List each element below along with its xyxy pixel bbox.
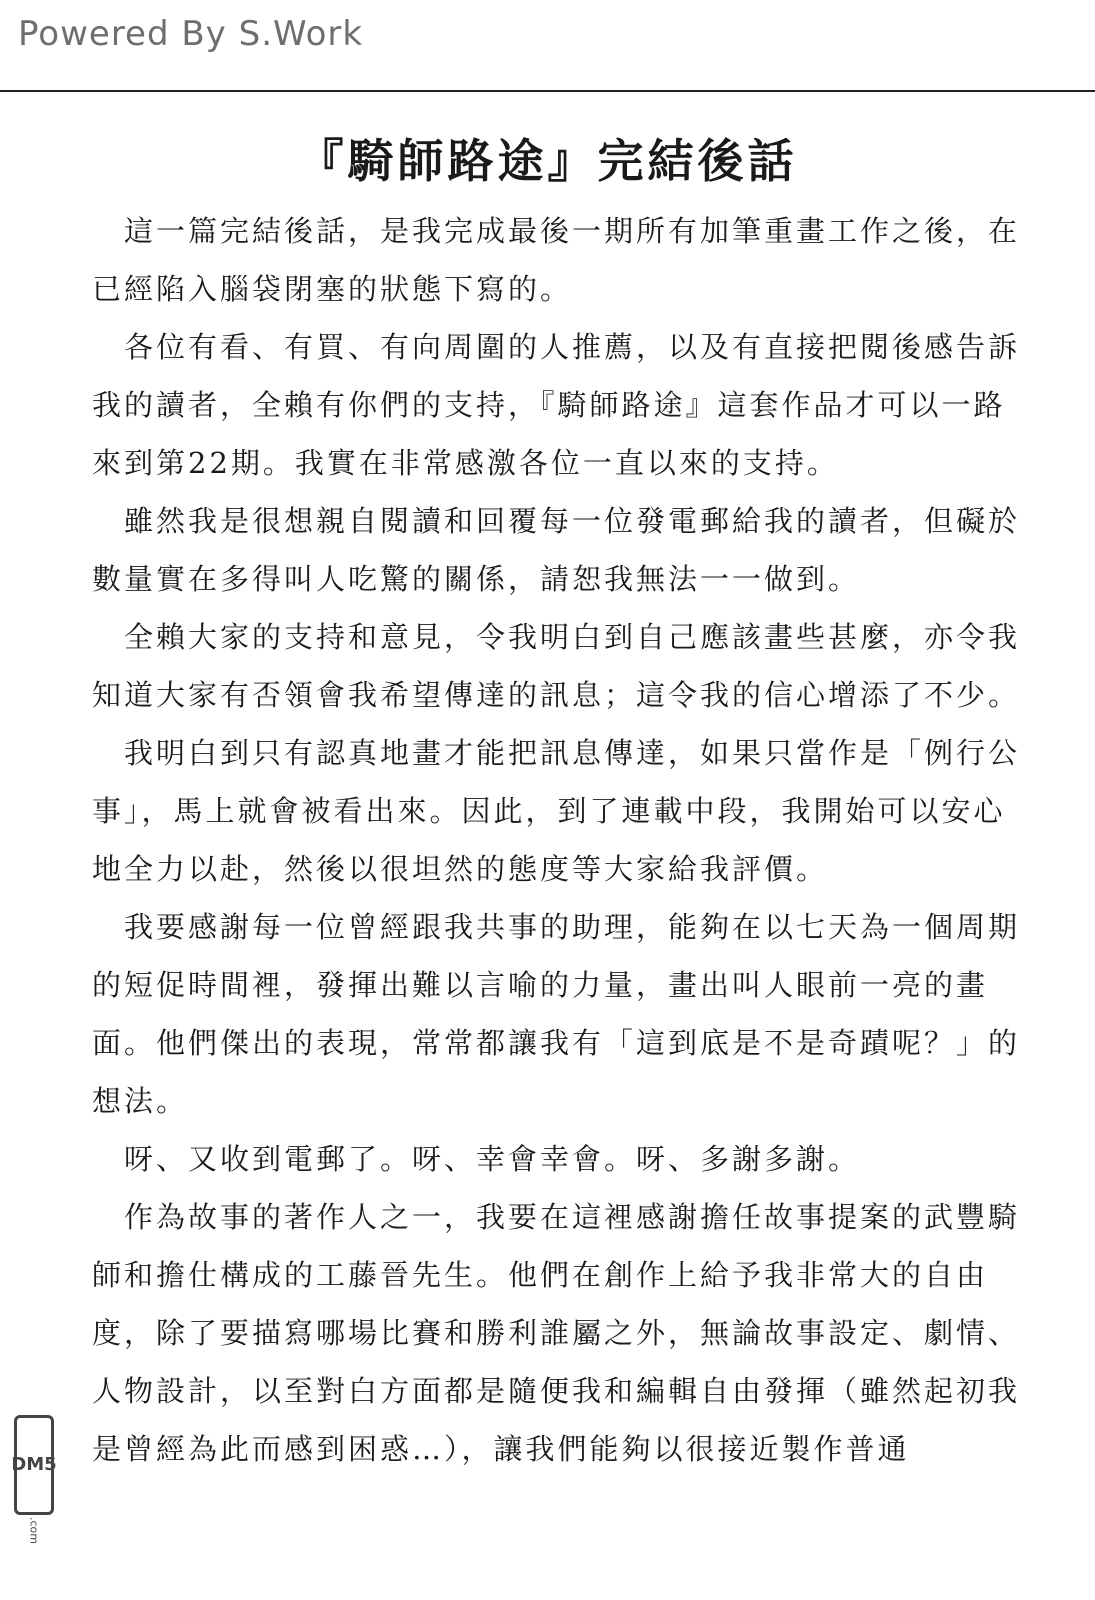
paragraph: 各位有看、有買、有向周圍的人推薦，以及有直接把閱後感告訴我的讀者，全賴有你們的支持，『騎師路途』這套作品才可以一路來到第22期。我實在非常感激各位一直以來的支持。 [92, 330, 1021, 480]
paragraph: 全賴大家的支持和意見，令我明白到自己應該畫些甚麼，亦令我知道大家有否領會我希望傳達的訊息；這令我的信心增添了不少。 [92, 620, 1021, 712]
site-watermark-logo [10, 1415, 58, 1565]
paragraph: 這一篇完結後話，是我完成最後一期所有加筆重畫工作之後，在已經陷入腦袋閉塞的狀態下寫的。 [92, 214, 1021, 306]
page-title: 『騎師路途』完結後話 [297, 134, 798, 188]
paragraph: 呀、又收到電郵了。呀、幸會幸會。呀、多謝多謝。 [124, 1142, 861, 1176]
document-body [92, 202, 1032, 1478]
paragraph: 作為故事的著作人之一，我要在這裡感謝擔任故事提案的武豐騎師和擔仕構成的工藤晉先生。他們在創作上給予我非常大的自由度，除了要描寫哪場比賽和勝利誰屬之外，無論故事設定、劇情、人物設計，以至對白方面都是隨便我和編輯自由發揮（雖然起初我是曾經為此而感到困惑…），讓我們能夠以很接近製作普通 [92, 1200, 1021, 1466]
paragraph: 我要感謝每一位曾經跟我共事的助理，能夠在以七天為一個周期的短促時間裡，發揮出難以言喻的力量，畫出叫人眼前一亮的畫面。他們傑出的表現，常常都讓我有「這到底是不是奇蹟呢？」的想法。 [92, 910, 1021, 1118]
watermark-logo-icon [11, 1415, 57, 1515]
watermark-logo-text: DM5 [11, 1454, 57, 1475]
watermark-site-suffix: .com [27, 1517, 41, 1544]
header-bar [0, 0, 1095, 92]
powered-by-label: Powered By S.Work [18, 14, 364, 54]
paragraph: 我明白到只有認真地畫才能把訊息傳達，如果只當作是「例行公事」，馬上就會被看出來。因此，到了連載中段，我開始可以安心地全力以赴，然後以很坦然的態度等大家給我評價。 [92, 736, 1021, 886]
paragraph: 雖然我是很想親自閱讀和回覆每一位發電郵給我的讀者，但礙於數量實在多得叫人吃驚的關係，請恕我無法一一做到。 [92, 504, 1021, 596]
